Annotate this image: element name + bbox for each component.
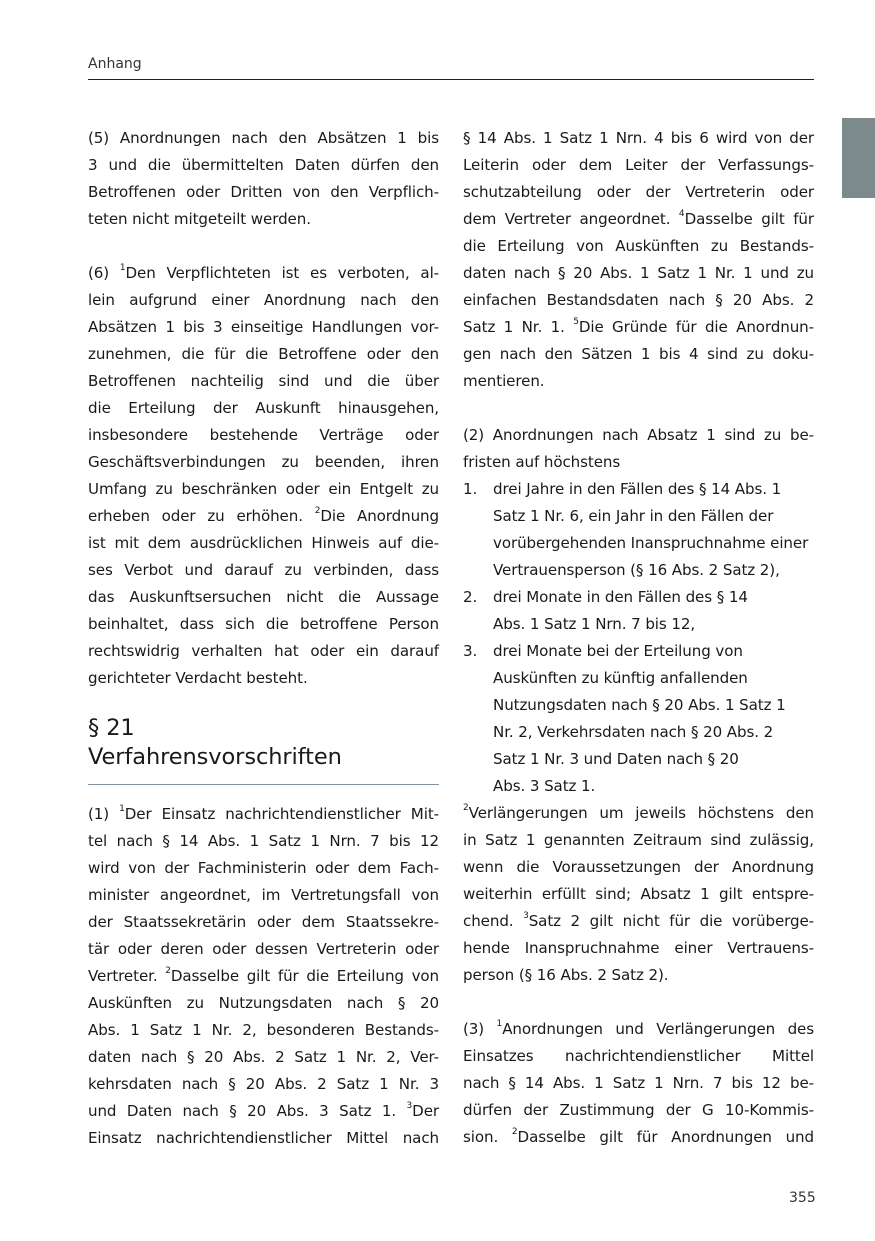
text-line: Betroffenen nachteilig sind und die über xyxy=(88,372,439,390)
list-item xyxy=(463,476,814,584)
text-line: kehrsdaten nach § 20 Abs. 2 Satz 1 Nr. 3 xyxy=(88,1075,439,1093)
text-line: lein aufgrund einer Anordnung nach den xyxy=(88,291,439,309)
text-line: der Staatssekretärin oder dem Staatssekre- xyxy=(88,913,439,931)
text-line: (3) $^1$Anordnungen und Verlängerungen des xyxy=(463,1019,814,1038)
text-line: nach § 14 Abs. 1 Satz 1 Nrn. 7 bis 12 be- xyxy=(463,1074,814,1092)
text-line: wenn die Voraussetzungen der Anordnung xyxy=(463,858,814,876)
text-line: drei Monate in den Fällen des § 14 xyxy=(493,588,748,606)
text-line: mentieren. xyxy=(463,372,545,390)
paragraph-continued xyxy=(463,125,814,395)
text-line: Nutzungsdaten nach § 20 Abs. 1 Satz 1 xyxy=(493,696,786,714)
text-line: schutzabteilung oder der Vertreterin oder xyxy=(463,183,814,201)
text-line: erheben oder zu erhöhen. $^2$Die Anordnung xyxy=(88,506,440,525)
text-line: $^2$Verlängerungen um jeweils höchstens den xyxy=(463,803,814,822)
text-line: Einsatz nachrichtendienstlicher Mittel nach xyxy=(88,1129,439,1147)
text-line: in Satz 1 genannten Zeitraum sind zulässig, xyxy=(463,831,814,849)
text-line: Satz 1 Nr. 1. $^5$Die Gründe für die Anordnun- xyxy=(463,317,814,336)
text-line: weiterhin erfüllt sind; Absatz 1 gilt entspre- xyxy=(463,885,814,903)
text-line: tär oder deren oder dessen Vertreterin oder xyxy=(88,940,439,958)
text-line: sion. $^2$Dasselbe gilt für Anordnungen und xyxy=(463,1127,814,1146)
left-column xyxy=(88,125,439,1152)
text-line: vorübergehenden Inanspruchnahme einer xyxy=(493,534,809,552)
text-line: Abs. 1 Satz 1 Nrn. 7 bis 12, xyxy=(493,615,696,633)
paragraph-s21-3 xyxy=(463,1016,814,1151)
text-line: drei Jahre in den Fällen des § 14 Abs. 1 xyxy=(493,480,782,498)
text-line: das Auskunftsersuchen nicht die Aussage xyxy=(88,588,439,606)
text-line: daten nach § 20 Abs. 2 Satz 1 Nr. 2, Ver- xyxy=(88,1048,439,1066)
text-line: fristen auf höchstens xyxy=(463,453,621,471)
text-line: gen nach den Sätzen 1 bis 4 sind zu doku- xyxy=(463,345,814,363)
chapter-tab-marker xyxy=(842,118,875,198)
paragraph-5 xyxy=(88,125,439,233)
text-line: hende Inanspruchnahme einer Vertrauens- xyxy=(463,939,814,957)
text-line: drei Monate bei der Erteilung von xyxy=(493,642,743,660)
text-line: dürfen der Zustimmung der G 10-Kommis- xyxy=(463,1101,814,1119)
text-line: rechtswidrig verhalten hat oder ein darauf xyxy=(88,642,439,660)
text-line: (5) Anordnungen nach den Absätzen 1 bis xyxy=(88,129,439,147)
text-line: chend. $^3$Satz 2 gilt nicht für die vorüberge- xyxy=(463,911,814,930)
list-number: 1. xyxy=(463,480,478,498)
text-line: Absätzen 1 bis 3 einseitige Handlungen vor- xyxy=(88,318,439,336)
text-line: § 14 Abs. 1 Satz 1 Nrn. 4 bis 6 wird von der xyxy=(463,129,814,147)
text-line: wird von der Fachministerin oder dem Fach- xyxy=(88,859,439,877)
text-line: person (§ 16 Abs. 2 Satz 2). xyxy=(463,966,669,984)
text-line: einfachen Bestandsdaten nach § 20 Abs. 2 xyxy=(463,291,814,309)
text-line: beinhaltet, dass sich die betroffene Person xyxy=(88,615,439,633)
text-line: dem Vertreter angeordnet. $^4$Dasselbe gilt für xyxy=(463,209,814,228)
list-item xyxy=(463,584,814,638)
paragraph-s21-1 xyxy=(88,801,439,1152)
text-line: Satz 1 Nr. 3 und Daten nach § 20 xyxy=(493,750,739,768)
list-number: 2. xyxy=(463,588,478,606)
header-rule xyxy=(88,79,814,80)
right-column xyxy=(463,125,814,1151)
page-number: 355 xyxy=(789,1190,816,1206)
text-line: insbesondere bestehende Verträge oder xyxy=(88,426,439,444)
text-line: die Erteilung von Auskünften zu Bestands- xyxy=(463,237,814,255)
text-line: ses Verbot und darauf zu verbinden, dass xyxy=(88,561,439,579)
text-line: Abs. 1 Satz 1 Nr. 2, besonderen Bestands- xyxy=(88,1021,439,1039)
text-line: Betroffenen oder Dritten von den Verpflich- xyxy=(88,183,439,201)
heading-rule xyxy=(88,784,439,785)
text-line: Auskünften zu künftig anfallenden xyxy=(493,669,748,687)
running-header: Anhang xyxy=(88,56,142,72)
text-line: (1) $^1$Der Einsatz nachrichtendienstlicher Mit- xyxy=(88,804,439,823)
text-line: 3 und die übermittelten Daten dürfen den xyxy=(88,156,439,174)
list-number: 3. xyxy=(463,642,478,660)
text-line: ist mit dem ausdrücklichen Hinweis auf die- xyxy=(88,534,439,552)
text-line: (2) Anordnungen nach Absatz 1 sind zu be- xyxy=(463,426,814,444)
text-line: tel nach § 14 Abs. 1 Satz 1 Nrn. 7 bis 12 xyxy=(88,832,439,850)
text-line: und Daten nach § 20 Abs. 3 Satz 1. $^3$Der xyxy=(88,1101,439,1120)
text-line: zunehmen, die für die Betroffene oder den xyxy=(88,345,439,363)
text-line: teten nicht mitgeteilt werden. xyxy=(88,210,311,228)
text-line: Vertrauensperson (§ 16 Abs. 2 Satz 2), xyxy=(493,561,780,579)
paragraph-6 xyxy=(88,260,439,692)
section-title: Verfahrensvorschriften xyxy=(88,744,342,770)
text-line: Einsatzes nachrichtendienstlicher Mittel xyxy=(463,1047,814,1065)
text-line: Geschäftsverbindungen zu beenden, ihren xyxy=(88,453,439,471)
section-heading xyxy=(88,714,439,772)
text-line: Umfang zu beschränken oder ein Entgelt zu xyxy=(88,480,439,498)
list-item xyxy=(463,638,814,800)
text-line: Leiterin oder dem Leiter der Verfassungs- xyxy=(463,156,814,174)
text-line: (6) $^1$Den Verpflichteten ist es verboten, al- xyxy=(88,263,440,282)
text-line: minister angeordnet, im Vertretungsfall von xyxy=(88,886,439,904)
text-line: Abs. 3 Satz 1. xyxy=(493,777,596,795)
section-number: § 21 xyxy=(88,715,135,741)
text-line: Auskünften zu Nutzungsdaten nach § 20 xyxy=(88,994,439,1012)
paragraph-s21-2 xyxy=(463,422,814,989)
text-line: Satz 1 Nr. 6, ein Jahr in den Fällen der xyxy=(493,507,774,525)
text-line: die Erteilung der Auskunft hinausgehen, xyxy=(88,399,439,417)
text-line: Nr. 2, Verkehrsdaten nach § 20 Abs. 2 xyxy=(493,723,774,741)
text-line: daten nach § 20 Abs. 1 Satz 1 Nr. 1 und zu xyxy=(463,264,814,282)
text-line: gerichteter Verdacht besteht. xyxy=(88,669,308,687)
text-line: Vertreter. $^2$Dasselbe gilt für die Erteilung von xyxy=(88,966,440,985)
